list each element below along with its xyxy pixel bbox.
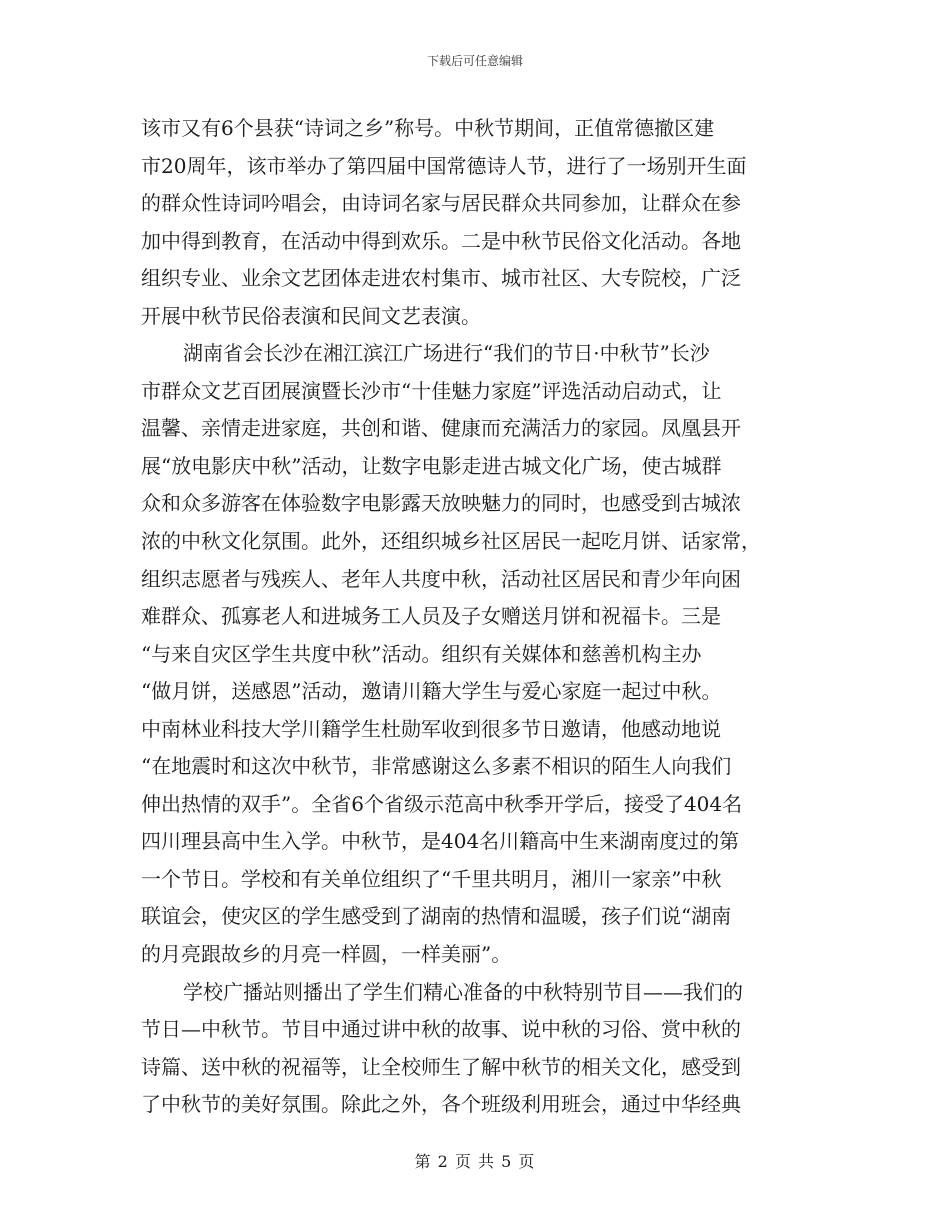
document-body [141,110,805,1124]
text-line: 联谊会，使灾区的学生感受到了湖南的热情和温暖，孩子们说“湖南 [141,904,732,929]
page-number: 第 2 页 共 5 页 [414,1152,536,1171]
text-line: 展“放电影庆中秋”活动，让数字电影走进古城文化广场，使古城群 [141,453,722,478]
text-line: 该市又有6个县获“诗词之乡”称号。中秋节期间，正值常德撤区建 [141,116,715,140]
text-line: 开展中秋节民俗表演和民间文艺表演。 [141,303,481,328]
text-line: 市群众文艺百团展演暨长沙市“十佳魅力家庭”评选活动启动式，让 [141,378,722,403]
text-line: 市20周年，该市举办了第四届中国常德诗人节，进行了一场别开生面 [141,153,747,178]
text-line: 的群众性诗词吟唱会，由诗词名家与居民群众共同参加，让群众在参 [141,191,741,216]
paragraph-start-line: 湖南省会长沙在湘江滨江广场进行“我们的节日·中秋节”长沙 [183,341,710,366]
page-header: 下载后可任意编辑 [426,54,523,68]
text-line: 伸出热情的双手”。全省6个省级示范高中秋季开学后，接受了404名 [141,791,743,816]
text-line: 节日—中秋节。节目中通过讲中秋的故事、说中秋的习俗、赏中秋的 [141,1017,741,1042]
text-line: 的月亮跟故乡的月亮一样圆，一样美丽”。 [141,942,512,967]
text-line: 组织专业、业余文艺团体走进农村集市、城市社区、大专院校，广泛 [141,266,741,291]
text-line: 中南林业科技大学川籍学生杜勋军收到很多节日邀请，他感动地说 [141,716,721,741]
text-line: 加中得到教育，在活动中得到欢乐。二是中秋节民俗文化活动。各地 [141,228,741,253]
text-line: 难群众、孤寡老人和进城务工人员及子女赠送月饼和祝福卡。三是 [141,604,721,629]
text-line: 温馨、亲情走进家庭，共创和谐、健康而充满活力的家园。凤凰县开 [141,416,741,441]
text-line: “在地震时和这次中秋节，非常感谢这么多素不相识的陌生人向我们 [141,754,732,779]
paragraph-start-line: 学校广播站则播出了学生们精心准备的中秋特别节目——我们的 [183,979,743,1004]
text-line: 一个节日。学校和有关单位组织了“千里共明月，湘川一家亲”中秋 [141,866,722,891]
text-line: 浓的中秋文化氛围。此外，还组织城乡社区居民一起吃月饼、话家常， [141,529,761,554]
text-line: 了中秋节的美好氛围。除此之外，各个班级利用班会，通过中华经典 [141,1092,741,1117]
text-line: 诗篇、送中秋的祝福等，让全校师生了解中秋节的相关文化，感受到 [141,1054,741,1079]
text-line: “与来自灾区学生共度中秋”活动。组织有关媒体和慈善机构主办 [141,641,702,666]
text-line: “做月饼，送感恩”活动，邀请川籍大学生与爱心家庭一起过中秋。 [141,679,722,704]
text-line: 组织志愿者与残疾人、老年人共度中秋，活动社区居民和青少年向困 [141,566,741,591]
text-line: 众和众多游客在体验数字电影露天放映魅力的同时，也感受到古城浓 [141,491,741,516]
text-line: 四川理县高中生入学。中秋节，是404名川籍高中生来湖南度过的第 [141,829,740,854]
